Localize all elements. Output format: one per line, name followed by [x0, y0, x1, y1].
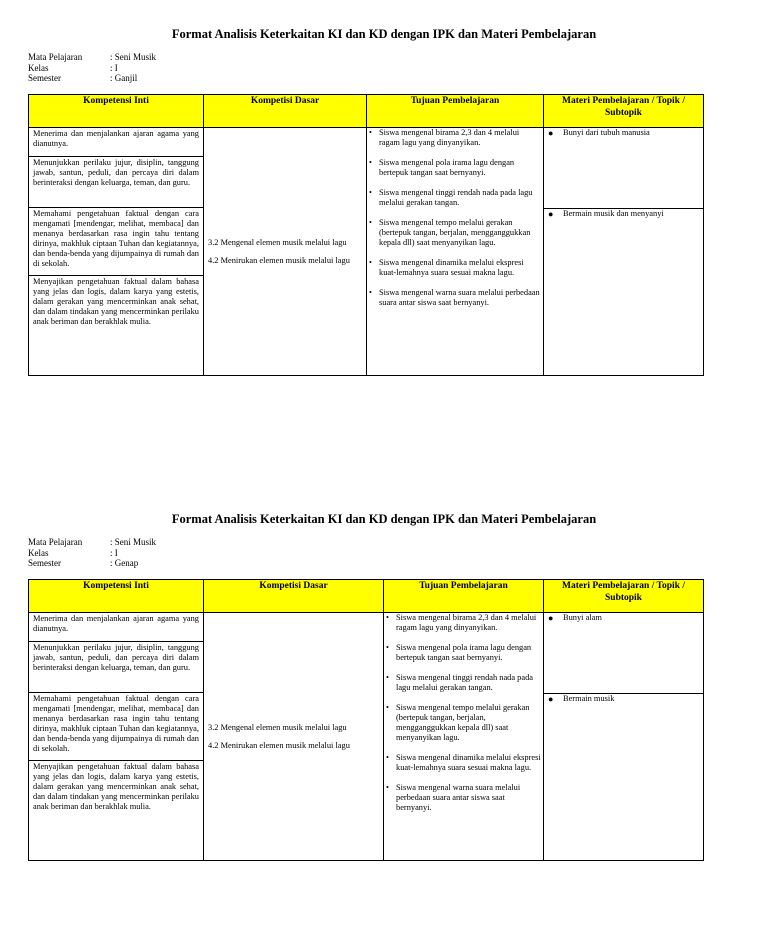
meta-key: Semester	[28, 558, 61, 568]
list-item: • Siswa mengenal birama 2,3 dan 4 melalui ragam lagu yang dinyanyikan.	[386, 613, 541, 633]
meta-key: Mata Pelajaran	[28, 537, 83, 547]
tp-cell	[367, 128, 544, 376]
table-header-row	[29, 95, 704, 128]
ki-item: Memahami pengetahuan faktual dengan cara mengamati [mendengar, melihat, membaca] dan menanya berdasarkan rasa ingin tahu tentang dirinya, makhluk ciptaan Tuhan dan kegiatannya, dan benda-benda yang dijumpainya di rumah dan di sekolah.	[29, 208, 203, 276]
mp-cell	[544, 128, 704, 376]
list-item: • Siswa mengenal warna suara melalui perbedaan suara antar siswa saat bernyanyi.	[386, 783, 541, 813]
list-item: • Siswa mengenal birama 2,3 dan 4 melalui ragam lagu yang dinyanyikan.	[369, 128, 541, 148]
kd-cell	[204, 128, 367, 376]
list-item: • Siswa mengenal warna suara melalui perbedaan suara antar siswa saat bernyanyi.	[369, 288, 541, 308]
analysis-table	[28, 94, 704, 376]
mp-text: Bunyi alam	[563, 613, 602, 622]
ki-item: Menunjukkan perilaku jujur, disiplin, tanggung jawab, santun, peduli, dan percaya diri dalam berinteraksi dengan keluarga, teman, dan guru.	[29, 642, 203, 693]
meta-row-subject	[28, 537, 156, 548]
bullet-icon: ●	[548, 613, 554, 623]
mp-text: Bermain musik dan menyanyi	[563, 209, 664, 218]
mp-item	[544, 694, 703, 704]
header-tujuan-pembelajaran: Tujuan Pembelajaran	[367, 95, 544, 128]
ki-item: Menerima dan menjalankan ajaran agama yang dianutnya.	[29, 613, 203, 642]
meta-info	[28, 537, 156, 569]
meta-row-class	[28, 63, 156, 74]
header-materi-pembelajaran: Materi Pembelajaran / Topik / Subtopik	[544, 580, 704, 613]
ki-item: Menunjukkan perilaku jujur, disiplin, tanggung jawab, santun, peduli, dan percaya diri dalam berinteraksi dengan keluarga, teman, dan guru.	[29, 157, 203, 208]
ki-item: Memahami pengetahuan faktual dengan cara mengamati [mendengar, melihat, membaca] dan menanya berdasarkan rasa ingin tahu tentang dirinya, makhluk ciptaan Tuhan dan kegiatannya, dan benda-benda yang dijumpainya di rumah dan di sekolah.	[29, 693, 203, 761]
ki-cell	[29, 128, 204, 376]
bullet-icon: ●	[548, 128, 554, 138]
kd-cell	[204, 613, 384, 861]
document-title: Format Analisis Keterkaitan KI dan KD dengan IPK dan Materi Pembelajaran	[171, 27, 597, 41]
meta-key: Kelas	[28, 547, 49, 558]
ki-item: Menerima dan menjalankan ajaran agama yang dianutnya.	[29, 128, 203, 157]
ki-item: Menyajikan pengetahuan faktual dalam bahasa yang jelas dan logis, dalam karya yang estetis, dalam gerakan yang mencerminkan anak sehat, dan dalam tindakan yang mencerminkan perilaku anak beriman dan berakhlak mulia.	[33, 762, 199, 811]
kd-item: 4.2 Menirukan elemen musik melalui lagu	[208, 255, 350, 265]
meta-value: : I	[110, 62, 118, 73]
header-kompetisi-dasar: Kompetisi Dasar	[204, 95, 367, 128]
header-materi-pembelajaran: Materi Pembelajaran / Topik / Subtopik	[544, 95, 704, 128]
mp-item	[544, 613, 703, 694]
list-item: • Siswa mengenal tempo melalui gerakan (bertepuk tangan, berjalan, mengganggukkan kepala dll) saat menyanyikan lagu.	[386, 703, 541, 743]
bullet-icon: ●	[548, 209, 554, 219]
meta-key: Semester	[28, 73, 61, 83]
tp-list	[386, 613, 541, 813]
mp-item	[544, 209, 703, 219]
meta-row-semester	[28, 558, 156, 569]
meta-value: : Genap	[110, 558, 139, 568]
list-item: • Siswa mengenal pola irama lagu dengan bertepuk tangan saat bernyanyi.	[369, 158, 541, 178]
tp-list	[369, 128, 541, 308]
list-item: • Siswa mengenal tinggi rendah nada pada lagu melalui gerakan tangan.	[369, 188, 541, 208]
header-kompetensi-inti: Kompetensi Inti	[29, 95, 204, 128]
meta-info	[28, 52, 156, 84]
list-item: • Siswa mengenal dinamika melalui ekspresi kuat-lemahnya suara sesuai makna lagu.	[386, 753, 541, 773]
ki-item: Menyajikan pengetahuan faktual dalam bahasa yang jelas dan logis, dalam karya yang estetis, dalam gerakan yang mencerminkan anak sehat, dan dalam tindakan yang mencerminkan perilaku anak beriman dan berakhlak mulia.	[33, 277, 199, 326]
kd-item: 4.2 Menirukan elemen musik melalui lagu	[208, 740, 350, 750]
meta-row-semester	[28, 73, 156, 84]
mp-item	[544, 128, 703, 209]
meta-row-class	[28, 548, 156, 559]
list-item: • Siswa mengenal pola irama lagu dengan bertepuk tangan saat bernyanyi.	[386, 643, 541, 663]
meta-value: : Ganjil	[110, 73, 138, 83]
table-header-row	[29, 580, 704, 613]
table-row	[29, 613, 704, 861]
meta-value: : I	[110, 547, 118, 558]
mp-text: Bermain musik	[563, 694, 615, 703]
analysis-table	[28, 579, 704, 861]
meta-row-subject	[28, 52, 156, 63]
mp-text: Bunyi dari tubuh manusia	[563, 128, 650, 137]
list-item: • Siswa mengenal dinamika melalui ekspresi kuat-lemahnya suara sesuai makna lagu.	[369, 258, 541, 278]
ki-cell	[29, 613, 204, 861]
mp-cell	[544, 613, 704, 861]
header-kompetisi-dasar: Kompetisi Dasar	[204, 580, 384, 613]
table-row	[29, 128, 704, 376]
meta-key: Mata Pelajaran	[28, 52, 83, 62]
header-kompetensi-inti: Kompetensi Inti	[29, 580, 204, 613]
meta-value: : Seni Musik	[110, 537, 157, 547]
list-item: • Siswa mengenal tempo melalui gerakan (bertepuk tangan, berjalan, mengganggukkan kepala dll) saat menyanyikan lagu.	[369, 218, 541, 248]
header-tujuan-pembelajaran: Tujuan Pembelajaran	[384, 580, 544, 613]
tp-cell	[384, 613, 544, 861]
kd-item: 3.2 Mengenal elemen musik melalui lagu	[208, 722, 347, 732]
meta-key: Kelas	[28, 62, 49, 73]
kd-item: 3.2 Mengenal elemen musik melalui lagu	[208, 237, 347, 247]
document-title: Format Analisis Keterkaitan KI dan KD dengan IPK dan Materi Pembelajaran	[171, 512, 597, 526]
bullet-icon: ●	[548, 694, 554, 704]
list-item: • Siswa mengenal tinggi rendah nada pada lagu melalui gerakan tangan.	[386, 673, 541, 693]
meta-value: : Seni Musik	[110, 52, 157, 62]
